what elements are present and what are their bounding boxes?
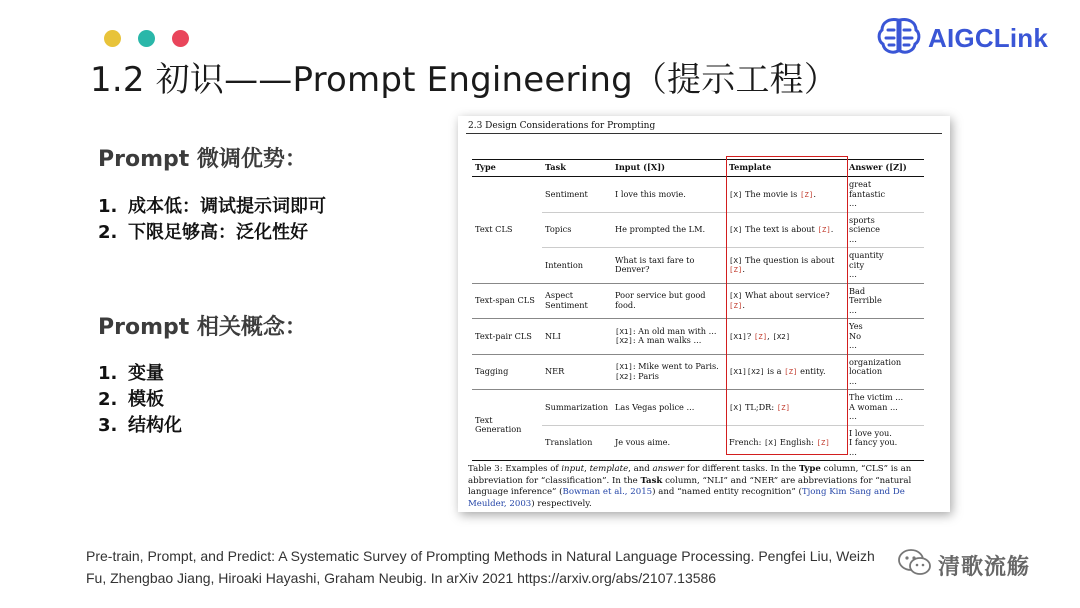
caption-text: Table 3: Examples of bbox=[468, 464, 562, 474]
watermark-text: 清歌流觞 bbox=[938, 554, 1031, 580]
table-row bbox=[472, 390, 924, 426]
citation-line: Fu, Zhengbao Jiang, Hiroaki Hayashi, Graham Neubig. In arXiv 2021 https://arxiv.org/abs/2107.13586 bbox=[86, 570, 717, 586]
list-text: 变量 bbox=[128, 363, 164, 384]
citation-link[interactable]: Bowman et al., 2015 bbox=[562, 487, 653, 497]
caption-text: , bbox=[584, 464, 590, 474]
list-number: 3. bbox=[98, 415, 118, 436]
cell-task: Sentiment bbox=[545, 188, 588, 199]
cell-template: [X] What about service? [Z]. bbox=[726, 283, 846, 319]
caption-text: input bbox=[561, 464, 585, 474]
caption-text: Task bbox=[640, 475, 663, 486]
red-dot bbox=[172, 30, 189, 47]
cell-task: NER bbox=[542, 354, 612, 390]
cell-answer: great fantastic ... bbox=[849, 179, 886, 208]
aigclink-logo bbox=[876, 16, 1048, 60]
col-header-type: Type bbox=[472, 160, 542, 177]
reference-citation bbox=[86, 545, 986, 589]
cell-input: Las Vegas police ... bbox=[612, 390, 726, 426]
cell-template: French: [X] English: [Z] bbox=[726, 425, 846, 461]
table-row bbox=[472, 177, 924, 213]
cell-input: What is taxi fare to Denver? bbox=[612, 248, 726, 284]
cell-task: Aspect Sentiment bbox=[542, 283, 612, 319]
citation-line: Pre-train, Prompt, and Predict: A Systematic Survey of Prompting Methods in Natural Language Processing. Pengfei Liu, Weizh bbox=[86, 548, 875, 564]
citation-link[interactable]: Tjong Kim Sang and De Meulder, 2003 bbox=[468, 487, 905, 509]
yellow-dot bbox=[104, 30, 121, 47]
paper-excerpt bbox=[458, 116, 950, 512]
table-row bbox=[472, 354, 924, 390]
caption-text: , and bbox=[628, 464, 653, 474]
caption-text: ) respectively. bbox=[531, 498, 592, 509]
prompt-examples-table bbox=[472, 159, 924, 461]
cell-template: [X] TL;DR: [Z] bbox=[726, 390, 846, 426]
caption-text: Type bbox=[798, 464, 821, 474]
divider bbox=[466, 133, 942, 134]
cell-template: [X] The question is about [Z]. bbox=[726, 248, 846, 284]
caption-text: ) and “named entity recognition” ( bbox=[652, 487, 802, 497]
watermark bbox=[898, 548, 1030, 582]
cell-type: Text Generation bbox=[472, 390, 542, 461]
cell-answer: The victim ... A woman ... ... bbox=[846, 390, 924, 426]
cell-template: [X] The text is about [Z]. bbox=[726, 212, 846, 248]
table-caption bbox=[468, 464, 940, 510]
table-row bbox=[472, 283, 924, 319]
cell-task: NLI bbox=[542, 319, 612, 355]
teal-dot bbox=[138, 30, 155, 47]
caption-text: column, “NLI” and “NER” are abbreviations for “natural language inference” ( bbox=[468, 475, 912, 497]
col-header-input: Input ([X]) bbox=[612, 160, 726, 177]
cell-input: [X1]: Mike went to Paris. [X2]: Paris bbox=[612, 354, 726, 390]
paper-section-heading: 2.3 Design Considerations for Prompting bbox=[468, 121, 656, 131]
cell-type: Tagging bbox=[472, 354, 542, 390]
cell-template: [X] The movie is [Z]. bbox=[729, 188, 816, 199]
list-number: 1. bbox=[98, 196, 118, 217]
cell-input: I love this movie. bbox=[615, 188, 686, 199]
list-text: 成本低：调试提示词即可 bbox=[128, 196, 326, 217]
cell-input: He prompted the LM. bbox=[612, 212, 726, 248]
table-row bbox=[472, 319, 924, 355]
cell-task: Translation bbox=[542, 425, 612, 461]
advantages-list bbox=[98, 194, 326, 246]
brain-icon bbox=[876, 16, 922, 60]
list-text: 模板 bbox=[128, 389, 164, 410]
list-number: 1. bbox=[98, 363, 118, 384]
cell-task: Topics bbox=[542, 212, 612, 248]
list-item bbox=[98, 361, 182, 387]
cell-answer: Bad Terrible ... bbox=[846, 283, 924, 319]
cell-task: Intention bbox=[542, 248, 612, 284]
slide-title: 1.2 初识——Prompt Engineering（提示工程） bbox=[90, 60, 839, 100]
list-item bbox=[98, 413, 182, 439]
caption-text: column, “CLS” is an abbreviation for “classification”. In the bbox=[468, 464, 912, 486]
list-item bbox=[98, 194, 326, 220]
cell-type: Text CLS bbox=[475, 224, 513, 234]
list-number: 2. bbox=[98, 389, 118, 410]
cell-type: Text-span CLS bbox=[472, 283, 542, 319]
cell-input: Poor service but good food. bbox=[612, 283, 726, 319]
wechat-icon bbox=[898, 548, 932, 582]
caption-text: template bbox=[589, 464, 629, 474]
list-number: 2. bbox=[98, 222, 118, 243]
cell-input: [X1]: An old man with ... [X2]: A man walks ... bbox=[612, 319, 726, 355]
concepts-heading: Prompt 相关概念： bbox=[98, 315, 307, 340]
col-header-answer: Answer ([Z]) bbox=[846, 160, 924, 177]
list-item bbox=[98, 220, 326, 246]
cell-task: Summarization bbox=[542, 390, 612, 426]
cell-input: Je vous aime. bbox=[612, 425, 726, 461]
cell-answer: organization location ... bbox=[846, 354, 924, 390]
col-header-template: Template bbox=[726, 160, 846, 177]
list-item bbox=[98, 387, 182, 413]
cell-answer: I love you. I fancy you. ... bbox=[846, 425, 924, 461]
col-header-task: Task bbox=[542, 160, 612, 177]
advantages-heading: Prompt 微调优势： bbox=[98, 147, 307, 172]
caption-text: for different tasks. In the bbox=[684, 464, 799, 474]
cell-answer: Yes No ... bbox=[846, 319, 924, 355]
logo-text: AIGCLink bbox=[928, 22, 1049, 53]
cell-template: [X1][X2] is a [Z] entity. bbox=[726, 354, 846, 390]
list-text: 结构化 bbox=[128, 415, 182, 436]
decorative-dots bbox=[104, 30, 189, 47]
concepts-list bbox=[98, 361, 182, 439]
cell-type: Text-pair CLS bbox=[472, 319, 542, 355]
cell-answer: sports science ... bbox=[846, 212, 924, 248]
caption-text: answer bbox=[652, 464, 685, 474]
table-header-row bbox=[472, 160, 924, 177]
list-text: 下限足够高：泛化性好 bbox=[128, 222, 308, 243]
cell-template: [X1]? [Z], [X2] bbox=[726, 319, 846, 355]
cell-answer: quantity city ... bbox=[846, 248, 924, 284]
